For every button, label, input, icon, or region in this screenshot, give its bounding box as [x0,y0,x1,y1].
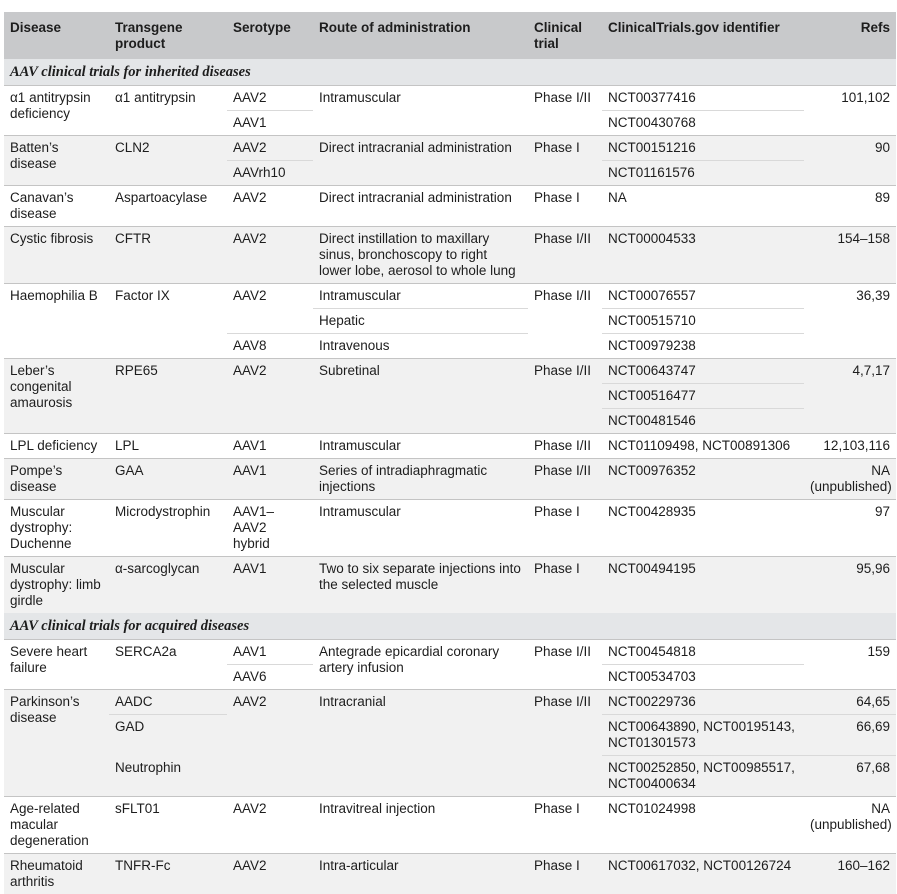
serotype-cell: AAV1 [227,434,313,459]
transgene-cell: Factor IX [109,284,227,359]
header-trial: Clinical trial [528,12,602,59]
table-row [4,284,896,309]
table-container [4,12,896,894]
trial-cell: Phase I/II [528,227,602,284]
refs-cell: 90 [804,136,896,186]
identifier-cell: NCT00515710 [602,309,804,334]
trial-cell: Phase I/II [528,690,602,797]
table-row [4,136,896,161]
header-route: Route of administration [313,12,528,59]
trial-cell: Phase I [528,557,602,614]
route-cell: Intramuscular [313,284,528,309]
route-cell: Intramuscular [313,434,528,459]
disease-cell: Age-related macular degeneration [4,797,109,854]
trial-cell: Phase I/II [528,284,602,359]
disease-cell: Canavan’s disease [4,186,109,227]
table-row [4,227,896,284]
table-row [4,690,896,715]
identifier-cell: NCT00643890, NCT00195143, NCT01301573 [602,715,804,756]
route-cell: Subretinal [313,359,528,434]
transgene-cell: Neutrophin [109,756,227,797]
trial-cell: Phase I [528,797,602,854]
identifier-cell: NCT00252850, NCT00985517, NCT00400634 [602,756,804,797]
trial-cell: Phase I/II [528,86,602,136]
table-row [4,186,896,227]
identifier-cell: NCT00430768 [602,111,804,136]
serotype-cell: AAV1 [227,111,313,136]
serotype-cell: AAV2 [227,284,313,334]
refs-cell: 160–162 [804,854,896,894]
table-row [4,500,896,557]
identifier-cell: NCT00534703 [602,665,804,690]
aav-trials-table [4,12,896,894]
identifier-cell: NCT00004533 [602,227,804,284]
identifier-cell: NCT00428935 [602,500,804,557]
disease-cell: Leber’s congenital amaurosis [4,359,109,434]
trial-cell: Phase I [528,500,602,557]
section-title: AAV clinical trials for acquired diseases [4,613,896,640]
refs-cell: NA (unpublished) [804,459,896,500]
section-row [4,59,896,86]
serotype-cell: AAV2 [227,854,313,894]
transgene-cell: sFLT01 [109,797,227,854]
route-cell: Direct intracranial administration [313,186,528,227]
disease-cell: LPL deficiency [4,434,109,459]
refs-cell: 66,69 [804,715,896,756]
header-transgene: Transgene product [109,12,227,59]
identifier-cell: NCT00979238 [602,334,804,359]
refs-cell: 89 [804,186,896,227]
refs-cell: 64,65 [804,690,896,715]
serotype-cell: AAV1–AAV2 hybrid [227,500,313,557]
identifier-cell: NCT00643747 [602,359,804,384]
route-cell: Series of intradiaphragmatic injections [313,459,528,500]
transgene-cell: Microdystrophin [109,500,227,557]
transgene-cell: CFTR [109,227,227,284]
header-refs: Refs [804,12,896,59]
serotype-cell: AAVrh10 [227,161,313,186]
serotype-cell: AAV2 [227,227,313,284]
route-cell: Two to six separate injections into the selected muscle [313,557,528,614]
route-cell: Hepatic [313,309,528,334]
serotype-cell: AAV2 [227,359,313,434]
identifier-cell: NCT00617032, NCT00126724 [602,854,804,894]
disease-cell: Muscular dystrophy: limb girdle [4,557,109,614]
refs-cell: 154–158 [804,227,896,284]
transgene-cell: RPE65 [109,359,227,434]
transgene-cell: α1 antitrypsin [109,86,227,136]
table-row [4,854,896,894]
route-cell: Intravenous [313,334,528,359]
transgene-cell: α-sarcoglycan [109,557,227,614]
identifier-cell: NCT01109498, NCT00891306 [602,434,804,459]
table-row [4,434,896,459]
route-cell: Antegrade epicardial coronary artery infusion [313,640,528,690]
section-title: AAV clinical trials for inherited diseases [4,59,896,86]
serotype-cell: AAV8 [227,334,313,359]
refs-cell: 95,96 [804,557,896,614]
serotype-cell: AAV2 [227,690,313,797]
header-identifier: ClinicalTrials.gov identifier [602,12,804,59]
refs-cell: 12,103,116 [804,434,896,459]
serotype-cell: AAV6 [227,665,313,690]
route-cell: Intracranial [313,690,528,797]
serotype-cell: AAV2 [227,797,313,854]
table-row [4,557,896,614]
refs-cell: 67,68 [804,756,896,797]
identifier-cell: NCT00454818 [602,640,804,665]
refs-cell: 97 [804,500,896,557]
route-cell: Direct intracranial administration [313,136,528,186]
header-disease: Disease [4,12,109,59]
identifier-cell: NCT00076557 [602,284,804,309]
section-row [4,613,896,640]
identifier-cell: NCT00377416 [602,86,804,111]
route-cell: Intramuscular [313,500,528,557]
transgene-cell: Aspartoacylase [109,186,227,227]
disease-cell: Rheumatoid arthritis [4,854,109,894]
route-cell: Intramuscular [313,86,528,136]
identifier-cell: NCT00976352 [602,459,804,500]
serotype-cell: AAV1 [227,557,313,614]
disease-cell: Cystic fibrosis [4,227,109,284]
serotype-cell: AAV2 [227,86,313,111]
refs-cell: 159 [804,640,896,690]
disease-cell: Batten’s disease [4,136,109,186]
serotype-cell: AAV1 [227,459,313,500]
transgene-cell: GAA [109,459,227,500]
identifier-cell: NCT00229736 [602,690,804,715]
transgene-cell: AADC [109,690,227,715]
identifier-cell: NA [602,186,804,227]
table-row [4,359,896,384]
trial-cell: Phase I [528,136,602,186]
route-cell: Intravitreal injection [313,797,528,854]
refs-cell: 4,7,17 [804,359,896,434]
table-row [4,797,896,854]
serotype-cell: AAV2 [227,186,313,227]
identifier-cell: NCT00516477 [602,384,804,409]
disease-cell: Parkinson’s disease [4,690,109,797]
trial-cell: Phase I/II [528,359,602,434]
route-cell: Direct instillation to maxillary sinus, bronchoscopy to right lower lobe, aerosol to whole lung [313,227,528,284]
trial-cell: Phase I/II [528,459,602,500]
trial-cell: Phase I [528,186,602,227]
serotype-cell: AAV1 [227,640,313,665]
table-row [4,86,896,111]
refs-cell: 36,39 [804,284,896,359]
identifier-cell: NCT01024998 [602,797,804,854]
disease-cell: Pompe’s disease [4,459,109,500]
transgene-cell: LPL [109,434,227,459]
table-row [4,459,896,500]
disease-cell: α1 antitrypsin deficiency [4,86,109,136]
trial-cell: Phase I/II [528,434,602,459]
refs-cell: 101,102 [804,86,896,136]
transgene-cell: GAD [109,715,227,756]
transgene-cell: SERCA2a [109,640,227,690]
refs-cell: NA (unpublished) [804,797,896,854]
identifier-cell: NCT00151216 [602,136,804,161]
transgene-cell: TNFR-Fc [109,854,227,894]
serotype-cell: AAV2 [227,136,313,161]
disease-cell: Haemophilia B [4,284,109,359]
disease-cell: Muscular dystrophy: Duchenne [4,500,109,557]
identifier-cell: NCT00481546 [602,409,804,434]
route-cell: Intra-articular [313,854,528,894]
disease-cell: Severe heart failure [4,640,109,690]
transgene-cell: CLN2 [109,136,227,186]
trial-cell: Phase I/II [528,640,602,690]
identifier-cell: NCT01161576 [602,161,804,186]
table-row [4,640,896,665]
header-serotype: Serotype [227,12,313,59]
trial-cell: Phase I [528,854,602,894]
identifier-cell: NCT00494195 [602,557,804,614]
header-row [4,12,896,59]
